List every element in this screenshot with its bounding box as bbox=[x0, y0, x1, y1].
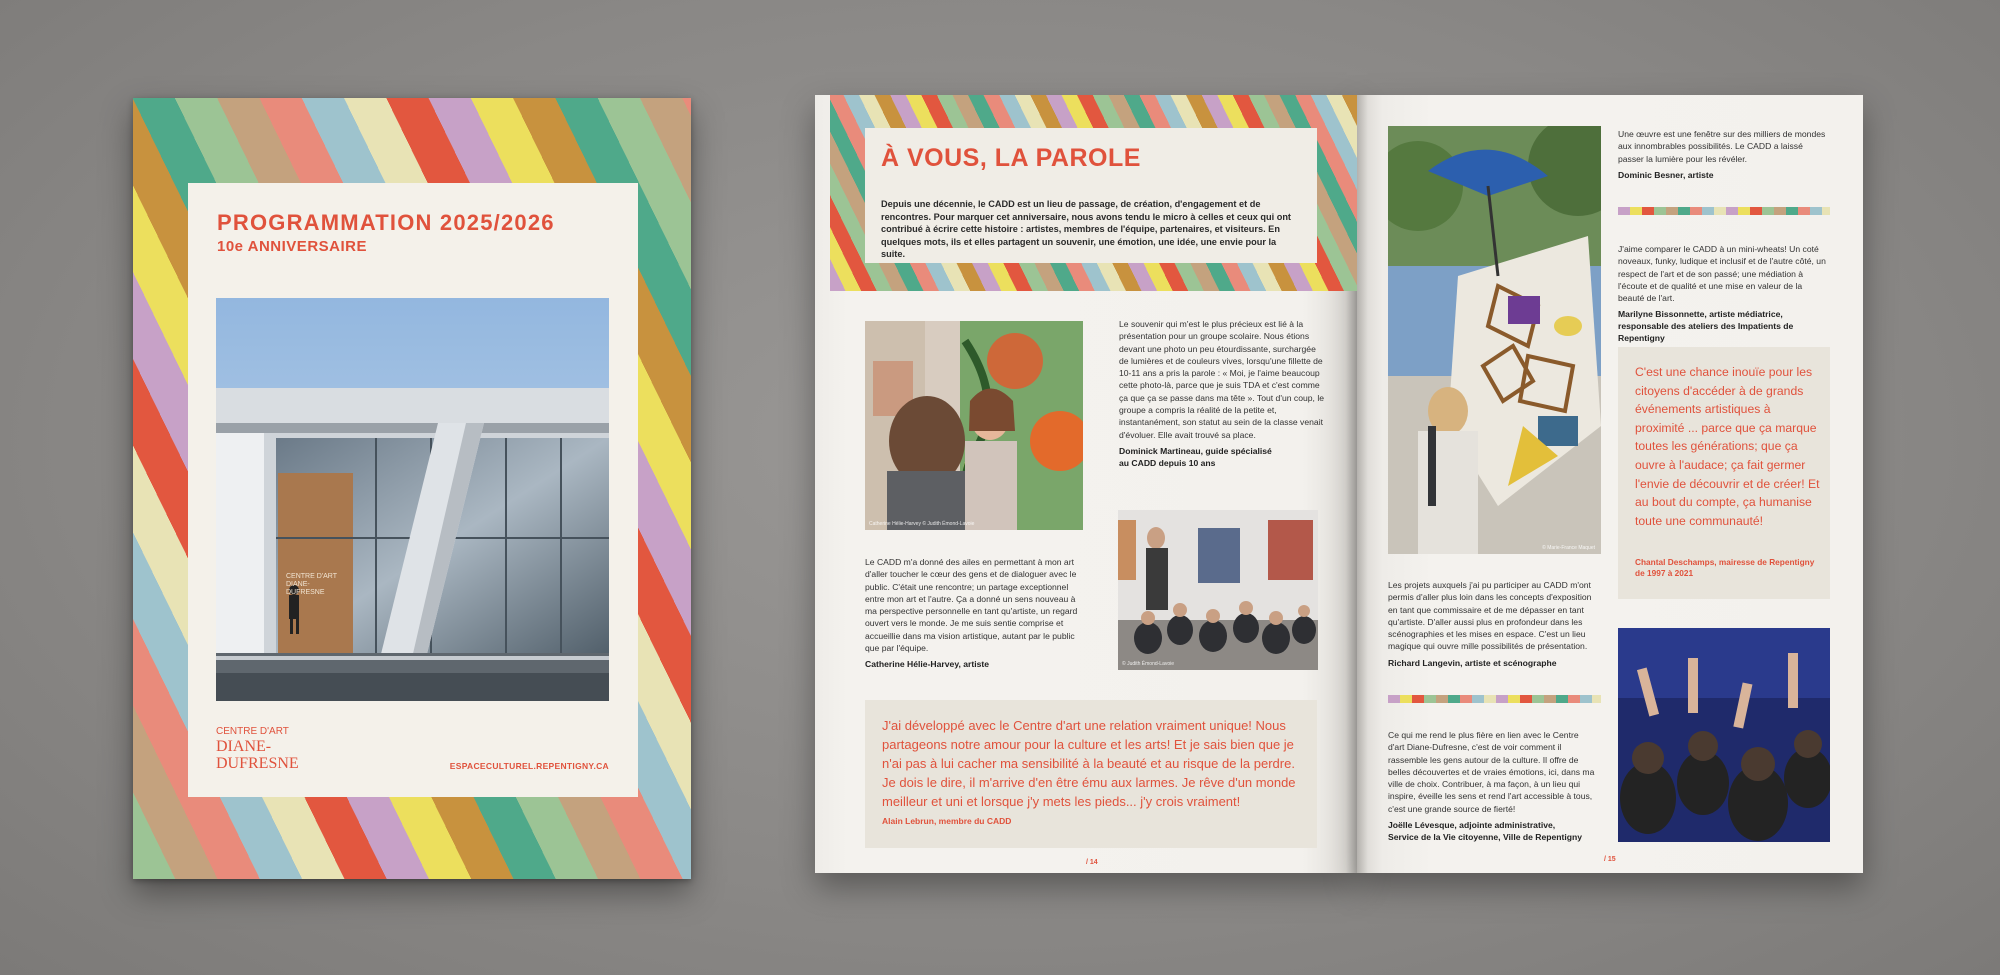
photo-credit: © Marie-France Maquet bbox=[1542, 545, 1595, 551]
testimony-r2-text: J'aime comparer le CADD à un mini-wheats! Un coté noveaux, funky, ludique et inclusif et de l'autre côté, un respect de l'art et de son passé; une médiation à l'écoute et de qualité et une mise en valeur de la beauté de l'art. bbox=[1618, 244, 1826, 304]
pull-quote-author: Alain Lebrun, membre du CADD bbox=[882, 816, 1012, 826]
logo-small-text: CENTRE D'ART bbox=[216, 726, 289, 737]
testimony-r1-author: Dominic Besner, artiste bbox=[1618, 169, 1714, 180]
pull-quote-right bbox=[1618, 347, 1830, 599]
logo-line-2: DUFRESNE bbox=[216, 755, 299, 772]
testimony-2 bbox=[865, 556, 1083, 670]
logo-line-1: DIANE- bbox=[216, 738, 272, 755]
testimony-r2 bbox=[1618, 243, 1830, 344]
photo-artist-conversation bbox=[865, 321, 1083, 530]
divider-stripe bbox=[1388, 695, 1601, 703]
cover-building-photo bbox=[216, 298, 609, 701]
photo-credit: © Judith Émond-Lavoie bbox=[1122, 661, 1175, 667]
cover-subtitle: 10e ANNIVERSAIRE bbox=[217, 238, 367, 255]
testimony-r4-author-line2: Service de la Vie citoyenne, Ville de Repentigny bbox=[1388, 832, 1583, 843]
testimony-r3-author: Richard Langevin, artiste et scénographe bbox=[1388, 657, 1557, 668]
page-title: À VOUS, LA PAROLE bbox=[881, 144, 1141, 172]
header-box bbox=[865, 128, 1317, 263]
intro-text: Depuis une décennie, le CADD est un lieu de passage, de création, d'engagement et de rencontres. Pour marquer cet anniversaire, nous avons tendu le micro à celles et ceux qui ont contribué à écrire cette histoire : artistes, membres de l'équipe, partenaires, et visiteurs. En quelques mots, ils et elles partagent un souvenir, une émotion, une idée, une envie pour la suite. bbox=[881, 199, 1291, 259]
pull-quote-left bbox=[865, 700, 1317, 848]
testimony-r4-text: Ce qui me rend le plus fière en lien avec le Centre d'art Diane-Dufresne, c'est de voir comment il rassemble les gens autour de la culture. Il offre de belles découvertes et de vraies émotions, ici, dans ma ville de choix. Contribuer, à ma façon, à un lieu qui inspire, éveille les sens et rend l'art accessible à tous, c'est une grande source de fierté! bbox=[1388, 730, 1595, 814]
photo-furniture-installation bbox=[1388, 126, 1601, 554]
page-number-left: / 14 bbox=[1086, 859, 1098, 866]
photo-credit: Catherine Hélie-Harvey © Judith Émond-Lavoie bbox=[869, 521, 975, 527]
building-sign: CENTRE D'ART DIANE-DUFRESNE bbox=[286, 573, 337, 596]
cover-panel bbox=[188, 183, 638, 797]
testimony-1 bbox=[1119, 318, 1327, 469]
page-number-right: / 15 bbox=[1604, 856, 1616, 863]
pull-quote-right-text: C'est une chance inouïe pour les citoyens d'accéder à de grands événements artistiques à proximité ... parce que ça marque toutes les générations; que ça ouvre à l'audace; ça fait germer l'envie de découvrir et de créer! Et au bout du compte, ça humanise toute une communauté! bbox=[1635, 365, 1820, 528]
brochure-cover bbox=[133, 98, 691, 879]
divider-stripe bbox=[1618, 207, 1830, 215]
photo-audience-raising-hands bbox=[1618, 628, 1830, 842]
testimony-r4 bbox=[1388, 729, 1596, 843]
testimony-r4-author-line1: Joëlle Lévesque, adjointe administrative, bbox=[1388, 820, 1556, 831]
testimony-r2-author: Marilyne Bissonnette, artiste médiatrice, responsable des ateliers des Impatients de Repentigny bbox=[1618, 309, 1794, 344]
cadd-logo bbox=[216, 725, 299, 772]
testimony-1-author-line2: au CADD depuis 10 ans bbox=[1119, 457, 1216, 468]
testimony-2-text: Le CADD m'a donné des ailes en permettant à mon art d'aller toucher le cœur des gens et de dialoguer avec le public. C'était une rencontre; un partage exceptionnel entre mon art et l'autre. Ça a donné un sens nouveau à ma perspective personnelle en tant qu'artiste, un regard ouvert vers le monde. Je me suis sentie comprise et accueillie dans ma vision artistique, autant par le public que par l'équipe. bbox=[865, 557, 1078, 654]
pull-quote-text: J'ai développé avec le Centre d'art une relation vraiment unique! Nous partageons notre amour pour la culture et les arts! Et je sais bien que je n'ai pas à lui cacher ma sensibilité à la beauté et au risque de la perdre. Je dois le dire, il m'arrive d'en être ému aux larmes. Je rêve d'un monde meilleur et uni et lorsque j'y mets les pieds... j'y crois vraiment! bbox=[882, 718, 1296, 809]
pull-quote-right-author: Chantal Deschamps, mairesse de Repentigny de 1997 à 2021 bbox=[1635, 557, 1815, 578]
photo-school-group bbox=[1118, 510, 1318, 670]
cover-url: ESPACECULTUREL.REPENTIGNY.CA bbox=[449, 761, 609, 771]
testimony-r3 bbox=[1388, 579, 1594, 669]
testimony-2-author: Catherine Hélie-Harvey, artiste bbox=[865, 659, 990, 670]
testimony-1-author-line1: Dominick Martineau, guide spécialisé bbox=[1119, 445, 1272, 456]
testimony-r3-text: Les projets auxquels j'ai pu participer au CADD m'ont permis d'aller plus loin dans les concepts d'exposition en tant que commissaire et de me dépasser en tant qu'artiste. D'aller aussi plus en profondeur dans les scénographies et les mises en espace. C'est un lieu magique qui ouvre mille possibilités de présentation. bbox=[1388, 580, 1592, 652]
cover-title: PROGRAMMATION 2025/2026 bbox=[217, 210, 555, 235]
testimony-r1 bbox=[1618, 128, 1830, 181]
testimony-r1-text: Une œuvre est une fenêtre sur des milliers de mondes aux innombrables possibilités. Le CADD a laissé passer la lumière pour les révéler. bbox=[1618, 129, 1826, 164]
testimony-1-text: Le souvenir qui m'est le plus précieux est lié à la présentation pour un groupe scolaire. Nous étions devant une photo un peu étourdissante, surchargée de lumières et de couleurs vives, lorsqu'une fillette de 10-11 ans a pris la parole : « Moi, je l'aime beaucoup cette photo-là, parce que je suis TDA et c'est comme ça que ça se passe dans ma tête ». Tout d'un coup, le groupe a compris la réalité de la petite et, instantanément, son statut au sein de la classe venait d'évoluer. Elle avait trouvé sa place. bbox=[1119, 319, 1325, 440]
